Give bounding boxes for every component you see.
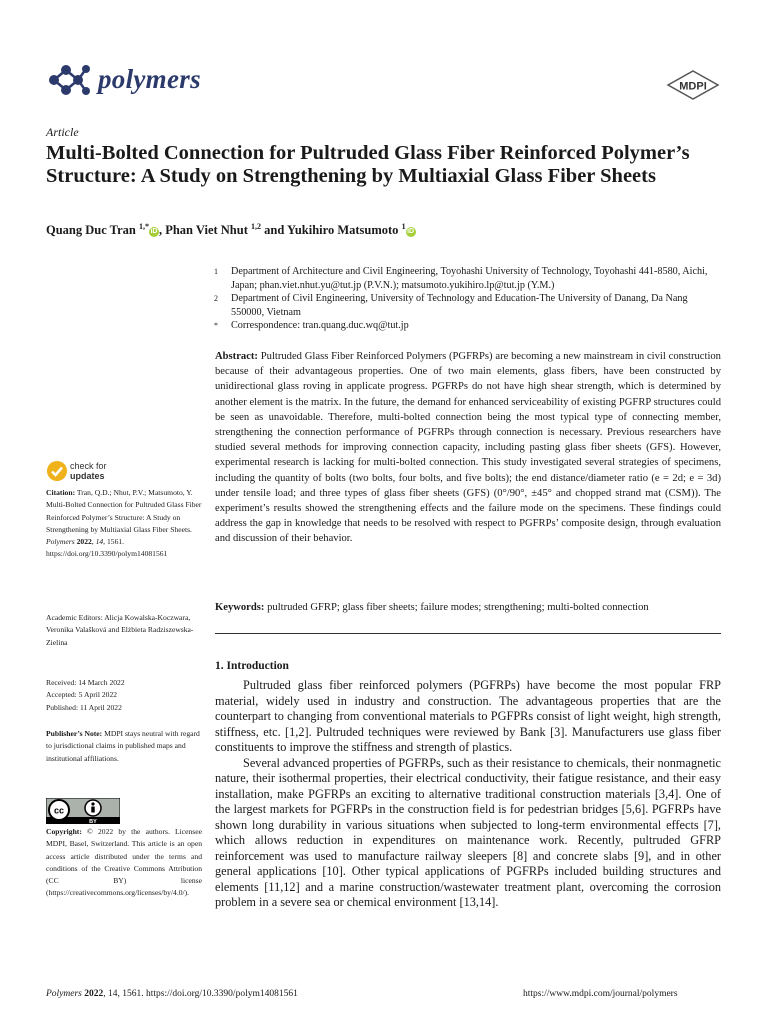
author-separator: , (158, 223, 166, 238)
svg-text:cc: cc (53, 805, 65, 816)
author-list (46, 222, 416, 238)
affiliation-number: * (214, 321, 218, 330)
footer-url[interactable]: https://www.mdpi.com/journal/polymers (523, 989, 678, 999)
abstract-label: Abstract: (215, 351, 258, 362)
keywords-text: pultruded GFRP; glass fiber sheets; failure modes; strengthening; multi-bolted connection (267, 602, 649, 613)
published-date: Published: 11 April 2022 (46, 702, 122, 712)
affiliation-text: Department of Civil Engineering, University of Technology and Education-The University of Danang, Da Nang 550000, Vietnam (231, 293, 688, 318)
cc-by-license-icon[interactable] (46, 798, 120, 824)
paper-title: Multi-Bolted Connection for Pultruded Glass Fiber Reinforced Polymer’s Structure: A Study on Strengthening by Multiaxial Glass Fiber Sheets (46, 142, 690, 187)
section-heading: 1. Introduction (215, 660, 289, 672)
check-for-updates-label[interactable]: check for updates (70, 461, 107, 481)
introduction-body (215, 678, 721, 911)
footer-citation: Polymers 2022, 14, 1561. https://doi.org/10.3390/polym14081561 (46, 989, 298, 999)
author-name[interactable]: Phan Viet Nhut (165, 223, 248, 238)
orcid-icon[interactable]: iD (150, 228, 158, 236)
affiliation-text: Department of Architecture and Civil Engineering, Toyohashi University of Technology, Toyohashi 441-8580, Aichi, Japan; phan.viet.nhut.yu@tut.jp (P.V.N.); matsumoto.yukihiro.lp@tut.jp (Y.M.) (231, 266, 708, 291)
keywords (215, 600, 721, 615)
author-separator: and (261, 223, 287, 238)
polymers-logo-icon (46, 62, 92, 98)
dates (46, 677, 202, 714)
author-sup: 1 (401, 222, 406, 231)
citation: Citation: Tran, Q.D.; Nhut, P.V.; Matsumoto, Y. Multi-Bolted Connection for Pultruded Glass Fiber Reinforced Polymer’s Structure: A Study on Strengthening by Multiaxial Glass Fiber Sheets. Polymers 2022, 14, 1561. https://doi.org/10.3390/polym14081561 (46, 488, 202, 559)
author-sup: 1,* (138, 222, 149, 231)
copyright: Copyright: © 2022 by the authors. Licensee MDPI, Basel, Switzerland. This article is an open access article distributed under the terms and conditions of the Creative Commons Attribution (CC BY) license (https://creativecommons.org/licenses/by/4.0/). (46, 827, 202, 898)
article-type: Article (46, 125, 79, 139)
abstract-text: Pultruded Glass Fiber Reinforced Polymers (PGFRPs) are becoming a new mainstream in civil construction because of their advantageous properties. One of two main elements, glass fibers, have been constructed by unidirectional glass roving in applicate progress. PGFRPs do not have high shear strength, which is determined by another element is the matrix. In the future, the demand for enhanced serviceability of existing PGFRP structures could be seen as unavoidable. Therefore, multi-bolted connection being the most typical type of connecting member, strengthening the connection performance of PGFRPs through connection is necessary. Previous researchers have studied several methods for improving connection capacity, including pasting glass fiber sheets (GFS). However, experimental research is lacking for multi-bolted connection. This study investigated several strategies of specimens, including the quantity of bolts (two bolts, four bolts, and five bolts); the end distance/diameter ratio (e = 2d; e = 3d) under tensile load; and three types of glass fiber sheets (GFS) (0°/90°, ±45° and chopped strand mat (CSM)). The experiment’s results showed the strengthening effects and the failure mode on the specimens. These findings could address the gap in knowledge that needs to be resolved with respect to PGFRPs’ composite design, through evaluation and discussion of their behavior. (215, 351, 721, 545)
journal-name[interactable]: polymers (98, 64, 201, 94)
publisher-note: Publisher’s Note: MDPI stays neutral with regard to jurisdictional claims in published maps and institutional affiliations. (46, 729, 200, 763)
mdpi-logo-icon[interactable] (666, 70, 720, 100)
affiliation-number: 1 (214, 267, 218, 276)
affiliation-number: 2 (214, 294, 218, 303)
abstract (215, 349, 721, 547)
author-name[interactable]: Quang Duc Tran (46, 223, 136, 238)
mdpi-label: MDPI (679, 80, 707, 93)
accepted-date: Accepted: 5 April 2022 (46, 690, 118, 700)
divider (215, 633, 721, 634)
received-date: Received: 14 March 2022 (46, 678, 125, 687)
paragraph: Several advanced properties of PGFRPs, such as their resistance to chemicals, their nonmagnetic nature, their isothermal properties, their electrical conductivity, their fatigue resistance, and their easy installation, make PGFRPs an exciting to alternative traditional construction materials [3,4]. One of the largest markets for PGFRPs in the construction field is for pedestrian bridges [5,6]. PGFRPs have shown long durability in various situations when subjected to long-term environmental effects [7], which allows reduction in expenditures on maintenance work. Recently, pultruded GFRP reinforcement was used to manufacture railway sleepers [8] and concrete slabs [9], and in other general applications [10]. Other typical applications of PGFRPs included building structures and elements [11,12] and a marine construction/wastewater treatment plant, overcoming the corrosion problem in a severe sea or chemical environment [13,14]. (215, 755, 721, 909)
svg-text:BY: BY (89, 819, 97, 824)
author-sup: 1,2 (251, 222, 261, 231)
orcid-icon[interactable]: iD (407, 228, 415, 236)
academic-editors: Academic Editors: Alicja Kowalska-Koczwara, Veronika Valašková and Elżbieta Radziszewska-Zielina (46, 613, 194, 647)
correspondence: Correspondence: tran.quang.duc.wq@tut.jp (231, 320, 409, 331)
paragraph: Pultruded glass fiber reinforced polymers (PGFRPs) have become the most popular FRP material, widely used in industry and construction. The advantageous properties that are the counterpart to changing from conventional materials to PGFPRs consist of light weight, high strength, stiffness, etc. [1,2]. Pultruded techniques were reviewed by Bank [3]. Manufacturers use glass fiber constituents to improve the stiffness and strength of plastics. (215, 678, 721, 754)
keywords-label: Keywords: (215, 602, 265, 613)
author-name[interactable]: Yukihiro Matsumoto (286, 223, 399, 238)
check-for-updates-icon[interactable] (46, 460, 68, 482)
